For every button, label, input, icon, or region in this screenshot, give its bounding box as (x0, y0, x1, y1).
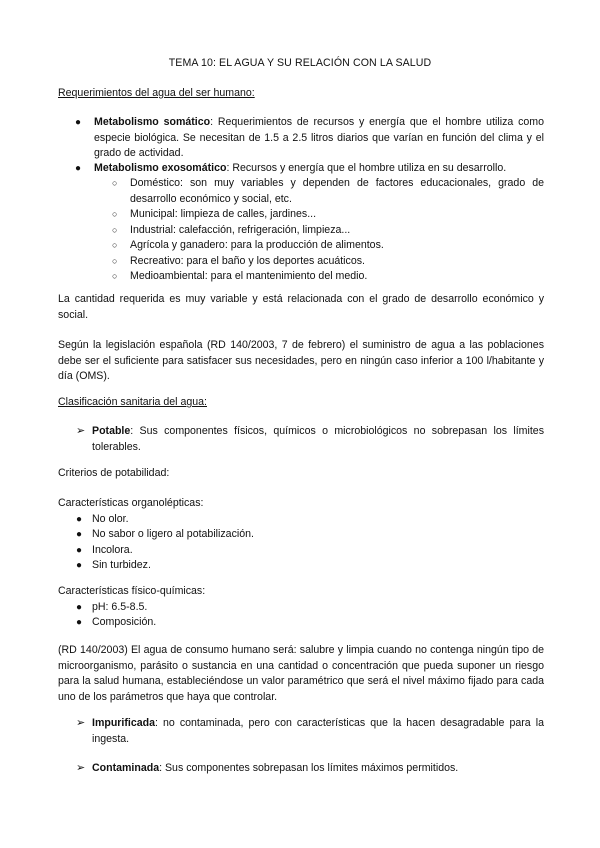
organolepticas-heading: Características organolépticas: (58, 497, 204, 509)
term-contaminada: Contaminada (92, 762, 160, 774)
term-potable: Potable (92, 425, 131, 437)
arrow-bullet-icon: ➢ (76, 425, 86, 437)
list-item-contaminada (76, 761, 544, 777)
bullet-icon: ● (76, 545, 83, 556)
sub-list-item: ○ Agrícola y ganadero: para la producción de alimentos. (116, 238, 544, 254)
bullet-icon: ● (76, 617, 83, 628)
sub-list-item: ○ Industrial: calefacción, refrigeración, limpieza... (116, 223, 544, 239)
term-impurificada: Impurificada (92, 717, 155, 729)
list-item-organoleptica: ● Incolora. (76, 543, 544, 559)
list-item-impurificada (76, 716, 544, 747)
section-heading-requerimientos: Requerimientos del agua del ser humano: (58, 87, 255, 99)
term-somatico: Metabolismo somático (94, 116, 211, 128)
text-somatico: : Requerimientos de recursos y energía que el hombre utiliza como especie biológica. Se necesitan de 1.5 a 2.5 litros diarios que varían en función del clima y el grado de actividad. (94, 116, 545, 159)
bullet-icon: ● (76, 560, 83, 571)
list-item-organoleptica: ● No sabor o ligero al potabilización. (76, 527, 544, 543)
paragraph-cantidad: La cantidad requerida es muy variable y está relacionada con el grado de desarrollo económico y social. (58, 293, 544, 321)
text-exosomatico: : Recursos y energía que el hombre utiliza en su desarrollo. (226, 162, 507, 174)
bullet-icon: ● (75, 117, 82, 128)
text-impurificada: : no contaminada, pero con características que la hacen desagradable para la ingesta. (92, 717, 544, 745)
sub-list-item: ○ Doméstico: son muy variables y dependen de factores educacionales, grado de desarrollo económico y social, etc. (112, 177, 544, 205)
circle-bullet-icon: ○ (112, 225, 118, 235)
list-item-metabolismo-exosomatico (75, 161, 544, 177)
sub-list-item: ○ Medioambiental: para el mantenimiento del medio. (116, 269, 544, 285)
circle-bullet-icon: ○ (112, 209, 118, 219)
list-item-potable (76, 424, 544, 455)
circle-bullet-icon: ○ (112, 178, 118, 188)
list-item-metabolismo-somatico (75, 115, 545, 162)
circle-bullet-icon: ○ (112, 271, 118, 281)
text-contaminada: : Sus componentes sobrepasan los límites máximos permitidos. (159, 762, 459, 774)
paragraph-rd-140-2003: (RD 140/2003) El agua de consumo humano será: salubre y limpia cuando no contenga ningún tipo de microorganismo, parásito o sustancia en una cantidad o concentración que pueda suponer un riesgo para la salud humana, estableciéndose un valor paramétrico que será el nivel máximo fijado para cada uno de los parámetros que haya que controlar. (58, 644, 544, 703)
bullet-icon: ● (76, 602, 83, 613)
circle-bullet-icon: ○ (112, 256, 118, 266)
paragraph-legislacion: Según la legislación española (RD 140/2003, 7 de febrero) el suministro de agua a las poblaciones debe ser el suficiente para satisfacer sus necesidades, pero en ningún caso inferior a 100 l/habitante y día (OMS). (58, 339, 544, 382)
section-heading-clasificacion: Clasificación sanitaria del agua: (58, 396, 207, 408)
circle-bullet-icon: ○ (112, 240, 118, 250)
sub-list-item: ○ Recreativo: para el baño y los deportes acuáticos. (116, 254, 544, 270)
list-item-fisicoquimica: ● pH: 6.5-8.5. (76, 600, 544, 616)
bullet-icon: ● (76, 514, 83, 525)
arrow-bullet-icon: ➢ (76, 762, 86, 774)
sub-list-item: ○ Municipal: limpieza de calles, jardines... (116, 207, 544, 223)
list-item-organoleptica: ● No olor. (76, 512, 544, 528)
criterios-label: Criterios de potabilidad: (58, 467, 170, 479)
bullet-icon: ● (76, 529, 83, 540)
bullet-icon: ● (75, 163, 82, 174)
term-exosomatico: Metabolismo exosomático (94, 162, 227, 174)
list-item-organoleptica: ● Sin turbidez. (76, 558, 544, 574)
arrow-bullet-icon: ➢ (76, 717, 86, 729)
fisicoquimicas-heading: Características físico-químicas: (58, 585, 206, 597)
document-title: TEMA 10: EL AGUA Y SU RELACIÓN CON LA SALUD (168, 57, 432, 69)
list-item-fisicoquimica: ● Composición. (76, 615, 544, 631)
text-potable: : Sus componentes físicos, químicos o microbiológicos no sobrepasan los límites tolerables. (92, 425, 544, 453)
